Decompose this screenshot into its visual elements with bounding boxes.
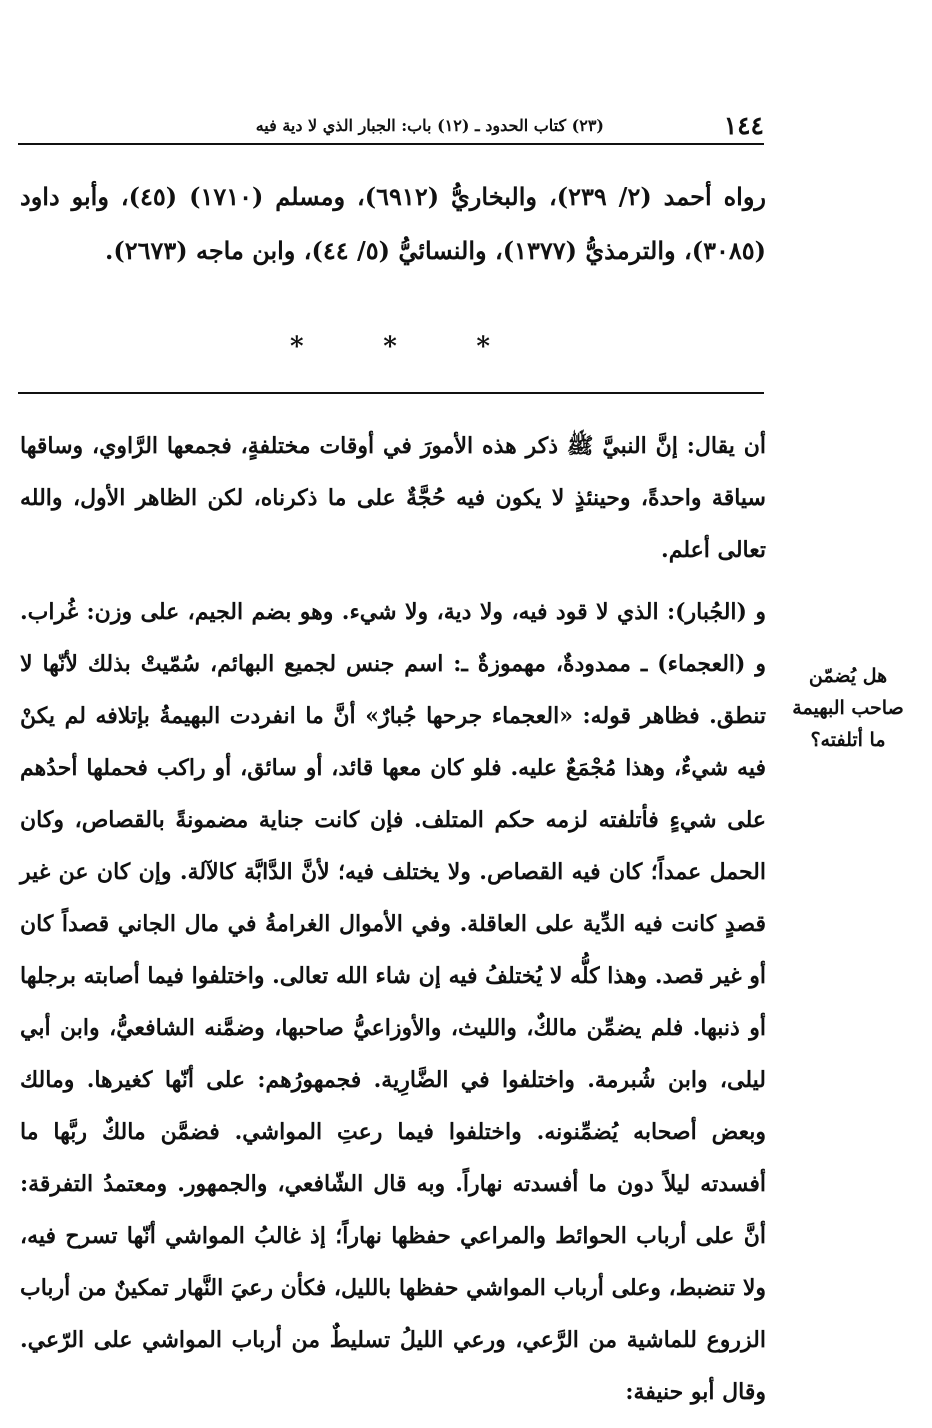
hadith-reference: رواه أحمد (٢/ ٢٣٩)، والبخاريُّ (٦٩١٢)، ومسلم (١٧١٠) (٤٥)، وأبو داود (٣٠٨٥)، والترمذيُّ (١٣٧٧)، والنسائيُّ (٥/ ٤٤)، وابن ماجه (٢٦٧٣). xyxy=(20,182,766,265)
commentary xyxy=(20,420,766,1428)
commentary-paragraph: أن يقال: إنَّ النبيَّ ﷺ ذكر هذه الأمورَ في أوقات مختلفةٍ، فجمعها الرَّاوي، وساقها سياقة واحدةً، وحينئذٍ لا يكون فيه حُجَّةٌ على ما ذكرناه، لكن الظاهر الأول، والله تعالى أعلم. xyxy=(20,433,766,563)
page-header xyxy=(18,112,764,140)
running-title: (٢٣) كتاب الحدود ـ (١٢) باب: الجبار الذي لا دية فيه xyxy=(255,116,604,135)
margin-note: هل يُضمّن صاحب البهيمة ما أتلفته؟ xyxy=(792,665,904,751)
page-number: ١٤٤ xyxy=(723,111,764,140)
header-rule xyxy=(18,143,764,145)
commentary-rule xyxy=(18,392,764,394)
separator-star: * xyxy=(290,332,304,362)
commentary-paragraph: و (الجُبار): الذي لا قود فيه، ولا دية، ولا شيء. وهو بضم الجيم، على وزن: غُراب. و (العجماء) ـ ممدودةٌ، مهموزةٌ ـ: اسم جنس لجميع البهائم، سُمّيتْ بذلك لأنّها لا تنطق. فظاهر قوله: «العجماء جرحها جُبارٌ» أنَّ ما انفردت البهيمةُ بإتلافه لم يكنْ فيه شيءٌ، وهذا مُجْمَعٌ عليه. فلو كان معها قائد، أو سائق، أو راكب فحملها أحدُهم على شيءٍ فأتلفته لزمه حكم المتلف. فإن كانت جناية مضمونةً بالقصاص، وكان الحمل عمداً؛ كان فيه القصاص. ولا يختلف فيه؛ لأنَّ الدَّابَّة كالآلة. وإن كان عن غير قصدٍ كانت فيه الدِّية على العاقلة. وفي الأموال الغرامةُ في مال الجاني قصداً كان أو غير قصد. وهذا كلُّه لا يُختلفُ فيه إن شاء الله تعالى. واختلفوا فيما أصابته برجلها أو ذنبها. فلم يضمِّن مالكٌ، والليث، والأوزاعيُّ صاحبها، وضمَّنه الشافعيُّ، وابن أبي ليلى، وابن شُبرمة. واختلفوا في الضَّارِية. فجمهورُهم: على أنّها كغيرها. ومالك وبعض أصحابه يُضمِّنونه. واختلفوا فيما رعتِ المواشي. فضمَّن مالكٌ ربَّها ما أفسدته ليلاً دون ما أفسدته نهاراً. وبه قال الشّافعي، والجمهور. ومعتمدُ التفرقة: أنَّ على أرباب الحوائط والمراعي حفظها نهاراً؛ إذ غالبُ المواشي أنّها تسرح فيه، ولا تنضبط، وعلى أرباب المواشي حفظها بالليل، فكأن رعيَ النَّهار تمكينٌ من أرباب الزروع للماشية من الرَّعي، ورعي الليلُ تسليطٌ من أرباب المواشي على الرّعي. وقال أبو حنيفة: xyxy=(20,599,766,1405)
separator-star: * xyxy=(476,332,490,362)
separator-star: * xyxy=(383,332,397,362)
section-separator xyxy=(290,332,490,362)
